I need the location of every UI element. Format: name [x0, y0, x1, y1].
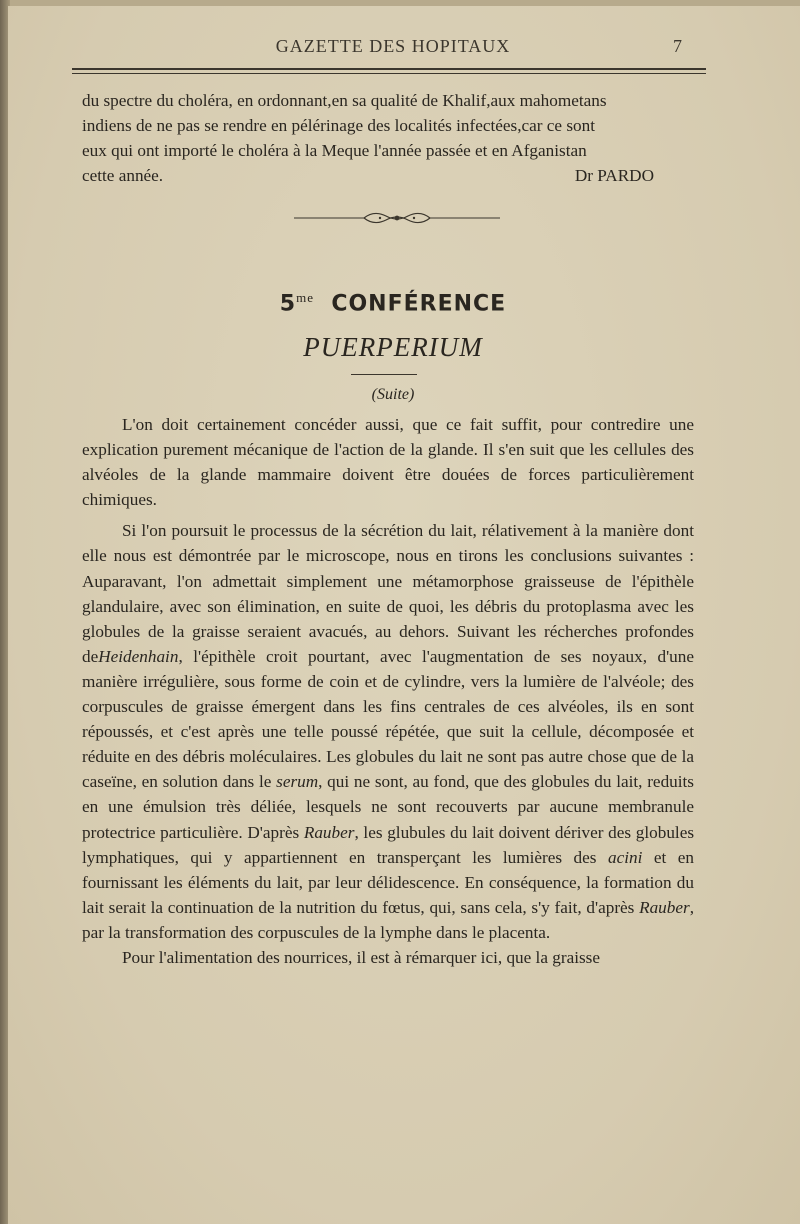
intro-last-line: cette année.: [82, 166, 164, 186]
ornament-divider-icon: [294, 208, 500, 228]
conference-heading: [8, 290, 778, 316]
intro-line: indiens de ne pas se rendre en pélérinage des localités infectées,car ce sont: [82, 116, 596, 136]
conference-number-suffix: me: [296, 290, 314, 305]
term-acini: acini: [607, 847, 643, 867]
paragraph-2-text: , par la transformation des corpuscules de la lymphe dans le placenta.: [82, 897, 694, 942]
header-rule-thin: [72, 73, 706, 74]
main-body: [82, 412, 694, 970]
paragraph-2-text: , les glubules du lait doivent dériver des globules lymphatiques, qui y appartiennent en transperçant les lumières des: [82, 822, 695, 867]
subtitle-rule: [351, 374, 417, 375]
author-name-rauber: Rauber: [639, 897, 690, 917]
term-serum: serum: [276, 772, 319, 792]
scanned-page: [8, 6, 800, 1224]
intro-paragraph: [82, 88, 694, 188]
conference-number: 5: [279, 291, 297, 317]
running-header: GAZETTE DES HOPITAUX: [275, 36, 511, 56]
paragraph-1: L'on doit certainement concéder aussi, que ce fait suffit, pour contredire une explication purement mécanique de l'action de la glande. Il s'en suit que les cellules des alvéoles de la glande mammaire doivent être douées de forces particulièrement chimiques.: [82, 415, 694, 510]
intro-line: eux qui ont importé le choléra à la Meque l'année passée et en Afganistan: [82, 141, 587, 161]
continuation-note: (Suite): [371, 386, 415, 403]
author-name-heidenhain: Heidenhain: [98, 646, 179, 666]
paragraph-2: [82, 518, 694, 945]
paragraph-3: Pour l'alimentation des nourrices, il est à rémarquer ici, que la graisse: [122, 947, 600, 967]
conference-title: CONFÉRENCE: [331, 291, 507, 317]
intro-closing-line: [82, 163, 694, 188]
paragraph-2-text: , qui ne sont, au fond, que des globules du lait, reduits en une émulsion très déliée, lesquels ne sont recouverts par aucune membranule protectrice particulière. D'après: [82, 772, 694, 842]
author-name-rauber: Rauber: [303, 822, 355, 842]
author-signature: Dr PARDO: [574, 166, 654, 186]
section-subtitle: PUERPERIUM: [303, 332, 483, 362]
intro-line: du spectre du choléra, en ordonnant,en sa qualité de Khalif,aux mahometans: [82, 91, 607, 110]
page-number: 7: [673, 36, 682, 56]
paragraph-2-text: , l'épithèle croit pourtant, avec l'augmentation de ses noyaux, d'une manière irrégulière, sous forme de coin et de cylindre, vers la lumière de l'alvéole; des corpuscules de graisse émergent dans les fins centrales de ces alvéoles, ils en sont répoussés, et c'est après une telle poussé répétée, que suit la cellule, décomposée et réduite en des débris moléculaires. Les globules du lait ne sont pas autre chose que de la caseïne, en solution dans le: [82, 646, 694, 792]
header-rule-thick: [72, 68, 706, 70]
paragraph-2-text: Si l'on poursuit le processus de la sécrétion du lait, rélativement à la manière dont elle nous est démontrée par le microscope, nous en tirons les conclusions suivantes : Auparavant, l'on admettait simplement une métamorphose graisseuse de l'épithèle glandulaire, avec son élimination, en suite de quoi, les débris du protoplasma avec les globules de la graisse seraient avacués, au dehors. Suivant les récherches profondes de: [82, 521, 694, 666]
paragraph-2-text: et en fournissant les éléments du lait, par leur délidescence. En conséquence, la formation du lait serait la continuation de la nutrition du fœtus, qui, sans cela, s'y fait, d'après: [82, 847, 695, 917]
